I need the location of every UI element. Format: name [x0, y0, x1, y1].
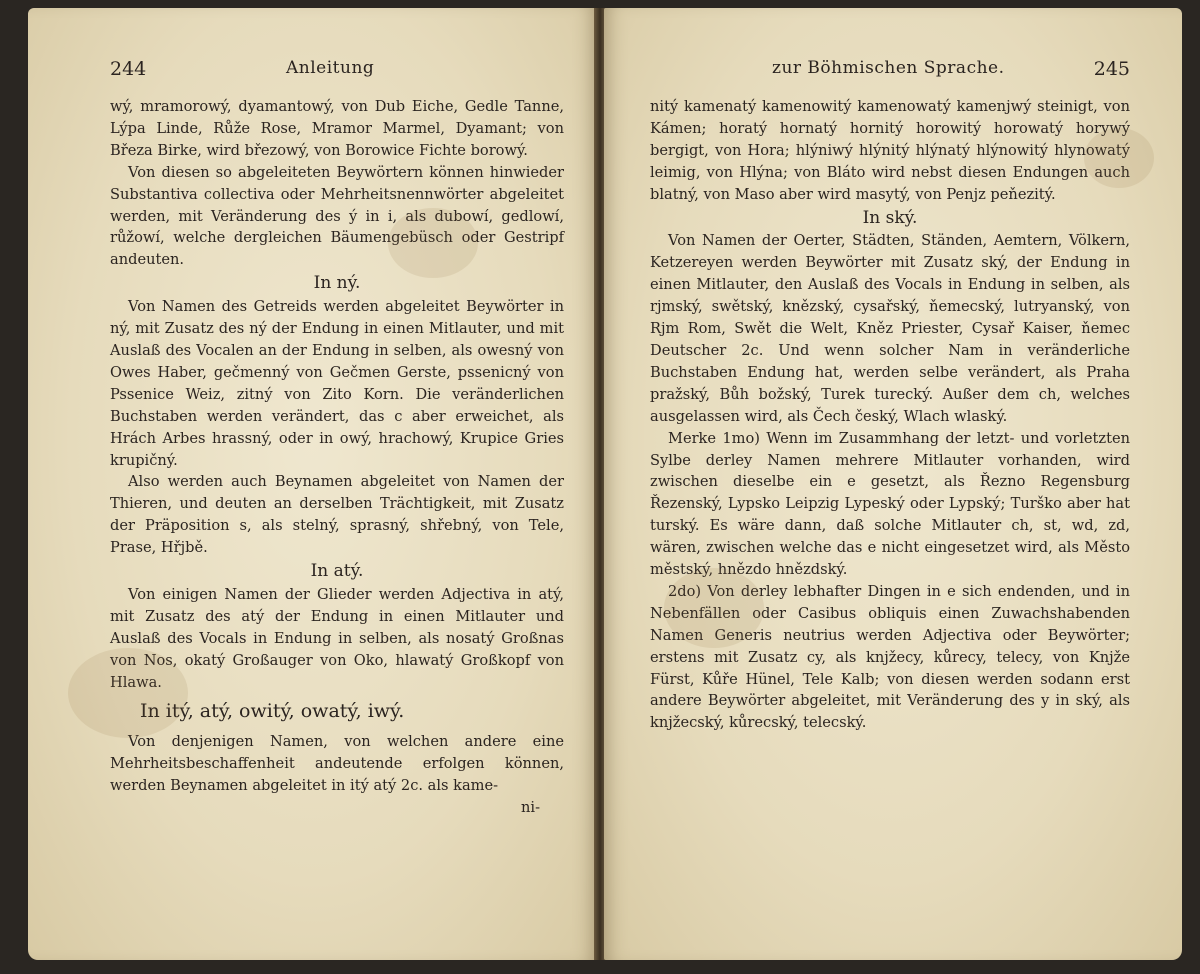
- paragraph: Von einigen Namen der Glieder werden Adjectiva in atý, mit Zusatz des atý der Endung in einen Mitlauter und Auslaß des Vocals in Endung in selben, als nosatý Großnas von Nos, okatý Großauger von Oko, hlawatý Großkopf von Hlawa.: [110, 585, 564, 691]
- right-page-body: [650, 96, 1130, 734]
- page-number: 245: [1093, 58, 1130, 80]
- page-number: 244: [110, 58, 147, 80]
- running-title: Anleitung: [286, 58, 375, 78]
- section-heading: In ský.: [862, 207, 918, 228]
- paragraph: Von Namen der Oerter, Städten, Ständen, Aemtern, Völkern, Ketzereyen werden Beywörter mit Zusatz ský, der Endung in einen Mitlauter, den Auslaß des Vocals in Endung in selben, als rjmský, swětský, knězský, cysařský, ňemecský, lutryanský, von Rjm Rom, Swět die Welt, Kněz Priester, Cysař Kaiser, ňemec Deutscher 2c. Und wenn solcher Nam in veränderliche Buchstaben Endung hat, werden selbe verändert, als Praha pražský, Bůh božský, Turek turecký. Außer dem ch, welches ausgelassen wird, als Čech český, Wlach wlaský.: [650, 232, 1130, 425]
- catchword: ni-: [521, 799, 540, 817]
- section-heading: In atý.: [310, 561, 364, 582]
- paragraph: Von denjenigen Namen, von welchen andere eine Mehrheitsbeschaffenheit andeutende erfolgen können, werden Beynamen abgeleitet in itý atý 2c. als kame-: [110, 733, 564, 795]
- left-page-body: [110, 96, 564, 819]
- left-page-header: [110, 56, 564, 86]
- paragraph: Von Namen des Getreids werden abgeleitet Beywörter in ný, mit Zusatz des ný der Endung in einen Mitlauter, und mit Auslaß des Vocalen an der Endung in selben, als owesný von Owes Haber, gečmenný von Gečmen Gerste, pssenicný von Pssenice Weiz, zitný von Zito Korn. Die veränderlichen Buchstaben werden verändert, das c aber erweichet, als Hrách Arbes hrassný, oder in owý, hrachowý, Krupice Gries krupičný.: [110, 298, 564, 469]
- section-heading: In itý, atý, owitý, owatý, iwý.: [140, 700, 405, 723]
- right-page: [604, 8, 1182, 960]
- right-page-header: [650, 56, 1130, 86]
- paragraph: 2do) Von derley lebhafter Dingen in e sich endenden, und in Nebenfällen oder Casibus obliquis einen Zuwachshabenden Namen Generis neutrius werden Adjectiva oder Beywörter; erstens mit Zusatz cy, als knjžecy, kůrecy, telecy, von Knjže Fürst, Kůře Hünel, Tele Kalb; von diesen werden sodann erst andere Beywörter abgeleitet, mit Veränderung des y in ský, als knjžecský, kůrecský, telecský.: [650, 582, 1130, 732]
- paragraph: Also werden auch Beynamen abgeleitet von Namen der Thieren, und deuten an derselben Trächtigkeit, mit Zusatz der Präposition s, als stelný, sprasný, shřebný, von Tele, Prase, Hřjbě.: [110, 473, 564, 557]
- running-title: zur Böhmischen Sprache.: [772, 58, 1005, 78]
- paragraph: nitý kamenatý kamenowitý kamenowatý kamenjwý steinigt, von Kámen; horatý hornatý hornitý horowitý horowatý horywý bergigt, von Hora; hlýniwý hlýnitý hlýnatý hlýnowitý hlynowatý leimig, von Hlýna; von Bláto wird nebst diesen Endungen auch blatný, von Maso aber wird masytý, von Penjz peňezitý.: [650, 98, 1130, 203]
- paragraph: Merke 1mo) Wenn im Zusammhang der letzt- und vorletzten Sylbe derley Namen mehrere Mitlauter vorhanden, wird zwischen dieselbe ein e gesetzt, als Řezno Regensburg Řezenský, Lypsko Leipzig Lypeský oder Lypský; Turško aber hat turský. Es wäre dann, daß solche Mitlauter ch, st, wd, zd, wären, zwischen welche das e nicht eingesetzet wird, als Město městský, hnězdo hnězdský.: [650, 429, 1130, 579]
- section-heading: In ný.: [313, 273, 361, 294]
- paragraph: Von diesen so abgeleiteten Beywörtern können hinwieder Substantiva collectiva oder Mehrheitsnennwörter abgeleitet werden, mit Veränderung des ý in i, als dubowí, gedlowí, růžowí, welche dergleichen Bäumengebüsch oder Gestripf andeuten.: [110, 163, 564, 269]
- paragraph: wý, mramorowý, dyamantowý, von Dub Eiche, Gedle Tanne, Lýpa Linde, Růže Rose, Mramor Marmel, Dyamant; von Březa Birke, wird březowý, von Borowice Fichte borowý.: [110, 98, 564, 159]
- left-page: [28, 8, 596, 960]
